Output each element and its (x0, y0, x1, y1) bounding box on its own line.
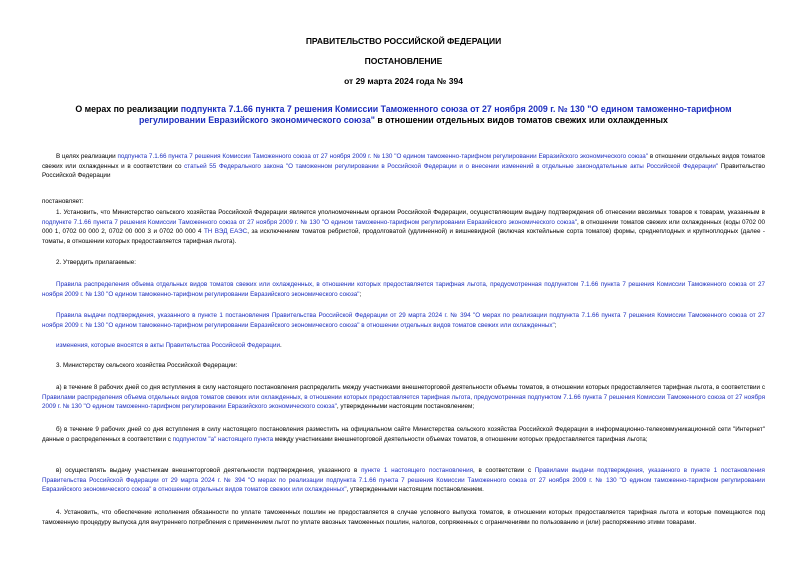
p3c-text-1: в) осуществлять выдачу участникам внешнеторговой деятельности подтверждения, указанного в (56, 467, 362, 474)
approved-item-3 (42, 341, 765, 351)
paragraph-4: 4. Установить, что обеспечение исполнения обязанности по уплате таможенных пошлин не предоставляется в случае условного выпуска томатов, в отношении которых предоставляется тарифная льгота и которые помещаются под таможенную процедуру выпуска для внутреннего потребления с применением льгот по уплате ввозных таможенных пошлин, налогов, сопряженных с ограничениями по пользованию и (или) распоряжению этими товарами. (42, 509, 765, 526)
approved-item-1 (42, 280, 765, 299)
title-prefix: О мерах по реализации (75, 104, 181, 114)
p3b-link-subparagraph-a[interactable]: подпунктом "а" настоящего пункта (172, 435, 274, 443)
intro-text-2: в отношении отдельных видов томатов свежих или охлажденных и в соответствии со (42, 153, 765, 170)
p3c-text-2: , в соответствии с (473, 467, 535, 474)
p3a-text-1: а) в течение 8 рабочих дней со дня вступления в силу настоящего постановления распределить между участниками внешнеторговой деятельности объемы томатов, в отношении которых предоставляется тарифная льгота, в соответствии с (56, 384, 765, 391)
intro-text-3: Правительство Российской Федерации (42, 162, 766, 179)
intro-paragraph (42, 152, 765, 181)
p3b-text-2: между участниками внешнеторговой деятельности объемах томатов, в отношении которых предоставляется тарифная льгота; (273, 435, 648, 443)
approved-3-end: . (279, 342, 282, 349)
p3c-text-3: , утвержденными настоящим постановлением. (346, 486, 484, 493)
approved-item-2 (42, 311, 765, 330)
title-suffix: в отношении отдельных видов томатов свежих или охлажденных (374, 115, 668, 125)
approved-link-distribution-rules[interactable]: Правила распределения объема отдельных видов томатов свежих или охлажденных, в отношении которых предоставляется тарифная льгота, предусмотренная подпунктом 7.1.66 пункта 7 решения Комиссии Таможенного союза от 27 ноября 2009 г. № 130 "О едином таможенно-тарифном регулировании Евразийского экономического союза" (42, 281, 765, 298)
p1-text-2: , в отношении томатов свежих или охлажденных (коды 0702 00 000 1, 0702 00 000 2, 0702 00 000 3 и 0702 00 000 4 (42, 218, 765, 235)
paragraph-2: 2. Утвердить прилагаемые: (56, 259, 136, 266)
p3c-link-issuance-rules[interactable]: Правилами выдачи подтверждения, указанного в пункте 1 постановления Правительства Российской Федерации от 29 марта 2024 г. № 394 "О мерах по реализации подпункта 7.1.66 пункта 7 решения Комиссии Таможенного союза от 27 ноября 2009 г. № 130 "О едином таможенно-тарифном регулировании Евразийского экономического союза" в отношении отдельных видов томатов свежих или охлажденных" (42, 467, 765, 493)
document-type: ПОСТАНОВЛЕНИЕ (364, 56, 443, 66)
approved-1-end: ; (359, 290, 362, 298)
intro-link-article-55[interactable]: статьей 55 Федерального закона "О таможенном регулировании в Российской Федерации и о внесении изменений в отдельные законодательные акты Российской Федерации" (184, 162, 719, 170)
intro-link-decision[interactable]: подпункта 7.1.66 пункта 7 решения Комиссии Таможенного союза от 27 ноября 2009 г. № 130 "О едином таможенно-тарифном регулировании Евразийского экономического союза" (117, 153, 649, 160)
title-link[interactable]: подпункта 7.1.66 пункта 7 решения Комиссии Таможенного союза от 27 ноября 2009 г. № 130 "О едином таможенно-тарифном регулировании Евразийского экономического союза" (139, 104, 732, 125)
paragraph-3c (42, 466, 765, 495)
p3b-text-1: б) в течение 9 рабочих дней со дня вступления в силу настоящего постановления разместить на официальном сайте Министерства сельского хозяйства Российской Федерации в информационно-телекоммуникационной сети "Интернет" данные о распределенных в соответствии с (42, 426, 765, 443)
p3a-text-2: , утвержденными настоящим постановлением; (336, 403, 475, 410)
approved-link-amendments[interactable]: изменения, которые вносятся в акты Правительства Российской Федерации (56, 342, 280, 349)
p1-text-1: 1. Установить, что Министерство сельского хозяйства Российской Федерации является уполномоченным органом Российской Федерации, осуществляющим выдачу подтверждения об отнесении ввозимых товаров к товарам, указанным в (56, 209, 765, 216)
approved-2-end: ; (554, 321, 557, 329)
p3c-link-point-1[interactable]: пункте 1 настоящего постановления (361, 467, 474, 474)
paragraph-1 (42, 208, 765, 246)
government-heading: ПРАВИТЕЛЬСТВО РОССИЙСКОЙ ФЕДЕРАЦИИ (305, 36, 502, 46)
date-number: от 29 марта 2024 года № 394 (344, 76, 463, 86)
paragraph-3b (42, 425, 765, 444)
paragraph-3: 3. Министерству сельского хозяйства Российской Федерации: (56, 362, 238, 369)
approved-link-issuance-rules[interactable]: Правила выдачи подтверждения, указанного в пункте 1 постановления Правительства Российской Федерации от 29 марта 2024 г. № 394 "О мерах по реализации подпункта 7.1.66 пункта 7 решения Комиссии Таможенного союза от 27 ноября 2009 г. № 130 "О едином таможенно-тарифном регулировании Евразийского экономического союза" в отношении отдельных видов томатов свежих или охлажденных" (42, 312, 765, 329)
decree-word: постановляет: (42, 198, 84, 205)
p1-link-decision[interactable]: подпункте 7.1.66 пункта 7 решения Комиссии Таможенного союза от 27 ноября 2009 г. № 130 "О едином таможенно-тарифном регулировании Евразийского экономического союза" (42, 218, 577, 226)
intro-text-1: В целях реализации (56, 153, 118, 160)
paragraph-3a (42, 383, 765, 412)
p3a-link-distribution-rules[interactable]: Правилами распределения объема отдельных видов томатов свежих или охлажденных, в отношении которых предоставляется тарифная льгота, предусмотренная подпунктом 7.1.66 пункта 7 решения Комиссии Таможенного союза от 27 ноября 2009 г. № 130 "О едином таможенно-тарифном регулировании Евразийского экономического союза" (42, 393, 765, 410)
document-title (42, 104, 765, 126)
p1-text-3: , за исключением томатов ребристой, продолговатой (удлиненной) и вишневидной (включая коктейльные сорта томатов) формы, среднеплодных и крупноплодных (далее - томаты, в отношении которых предоставляется тарифная льгота). (42, 228, 765, 245)
p1-link-tnved[interactable]: ТН ВЭД ЕАЭС (203, 228, 248, 235)
